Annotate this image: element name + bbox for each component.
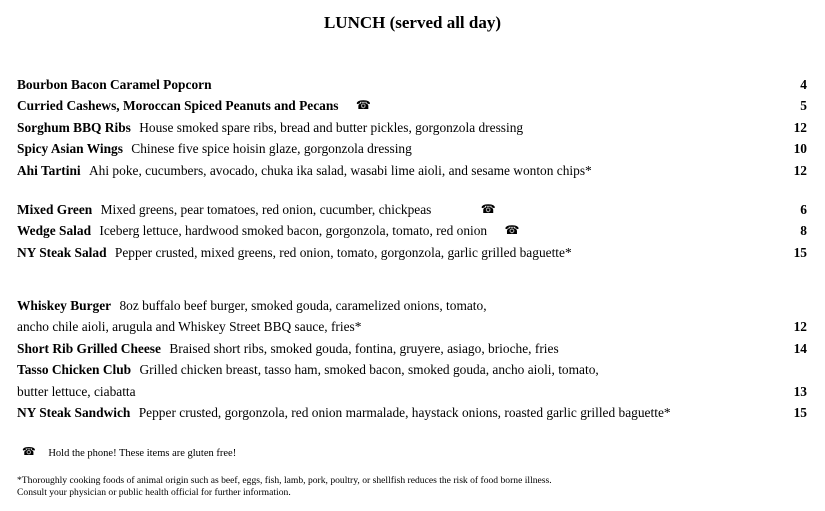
menu-item	[17, 118, 807, 138]
item-name: NY Steak Sandwich	[17, 405, 131, 420]
item-description: House smoked spare ribs, bread and butter pickles, gorgonzola dressing	[139, 120, 524, 135]
item-price: 4	[800, 77, 807, 92]
item-description: Iceberg lettuce, hardwood smoked bacon, gorgonzola, tomato, red onion	[99, 223, 488, 238]
item-price: 15	[793, 405, 807, 420]
item-description: Chinese five spice hoisin glaze, gorgonzola dressing	[131, 141, 412, 156]
item-description: butter lettuce, ciabatta	[17, 384, 136, 399]
menu-item	[17, 339, 807, 359]
menu-item	[17, 200, 807, 220]
menu-item	[17, 221, 807, 241]
menu-item	[17, 403, 807, 423]
menu-item	[17, 161, 807, 181]
item-name: Bourbon Bacon Caramel Popcorn	[17, 77, 212, 92]
item-name: Wedge Salad	[17, 223, 92, 238]
phone-icon: ☎	[22, 446, 36, 458]
item-price: 12	[793, 163, 807, 178]
disclaimer-line: Consult your physician or public health official for further information.	[17, 487, 291, 498]
item-description: ancho chile aioli, arugula and Whiskey Street BBQ sauce, fries*	[17, 319, 362, 334]
item-description: Pepper crusted, mixed greens, red onion, tomato, gorgonzola, garlic grilled baguette*	[114, 245, 572, 260]
item-description: Ahi poke, cucumbers, avocado, chuka ika salad, wasabi lime aioli, and sesame wonton chips*	[89, 163, 592, 178]
item-price: 6	[800, 202, 807, 217]
item-price: 14	[793, 341, 807, 356]
phone-icon: ☎	[480, 202, 496, 216]
menu-item	[17, 296, 807, 316]
gluten-free-legend	[22, 446, 236, 459]
item-name: Ahi Tartini	[17, 163, 81, 178]
item-name: Mixed Green	[17, 202, 93, 217]
item-description: Braised short ribs, smoked gouda, fontina, gruyere, asiago, brioche, fries	[169, 341, 559, 356]
item-name: NY Steak Salad	[17, 245, 107, 260]
item-name: Whiskey Burger	[17, 298, 112, 313]
menu-item	[17, 139, 807, 159]
item-description: 8oz buffalo beef burger, smoked gouda, caramelized onions, tomato,	[119, 298, 487, 313]
item-description: Pepper crusted, gorgonzola, red onion marmalade, haystack onions, roasted garlic grilled baguette*	[138, 405, 671, 420]
disclaimer-line: *Thoroughly cooking foods of animal origin such as beef, eggs, fish, lamb, pork, poultry, or shellfish reduces the risk of food borne illness.	[17, 475, 552, 486]
item-price: 15	[793, 245, 807, 260]
item-name: Tasso Chicken Club	[17, 362, 132, 377]
item-price: 12	[793, 319, 807, 334]
menu-item-continuation	[17, 317, 807, 337]
legend-text: Hold the phone! These items are gluten free!	[48, 448, 237, 459]
item-price: 8	[800, 223, 807, 238]
item-name: Curried Cashews, Moroccan Spiced Peanuts and Pecans	[17, 98, 339, 113]
item-description: Mixed greens, pear tomatoes, red onion, cucumber, chickpeas	[100, 202, 432, 217]
item-price: 13	[793, 384, 807, 399]
menu-item	[17, 360, 807, 380]
menu-item	[17, 96, 807, 116]
menu-item-continuation	[17, 382, 807, 402]
phone-icon: ☎	[355, 98, 371, 112]
item-price: 5	[800, 98, 807, 113]
phone-icon: ☎	[504, 223, 520, 237]
page-title: LUNCH (served all day)	[323, 13, 502, 32]
item-price: 12	[793, 120, 807, 135]
menu-item	[17, 75, 807, 95]
item-price: 10	[793, 141, 807, 156]
item-name: Spicy Asian Wings	[17, 141, 123, 156]
menu-item	[17, 243, 807, 263]
item-name: Short Rib Grilled Cheese	[17, 341, 161, 356]
item-description: Grilled chicken breast, tasso ham, smoked bacon, smoked gouda, ancho aioli, tomato,	[139, 362, 599, 377]
item-name: Sorghum BBQ Ribs	[17, 120, 131, 135]
food-safety-disclaimer	[17, 475, 552, 499]
